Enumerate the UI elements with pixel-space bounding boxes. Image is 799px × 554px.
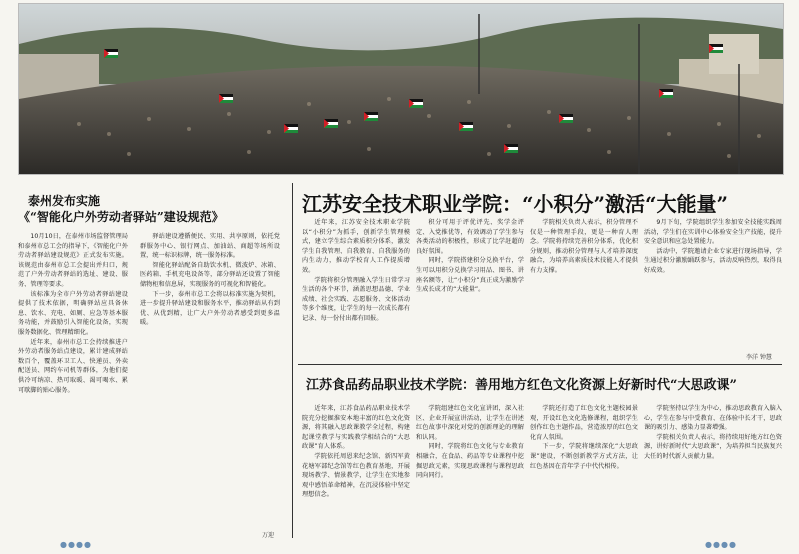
paragraph: 9月下旬，学院组织学生参加安全技能实践周活动，学生们在实训中心体验安全生产技能，提升安全意识和应急处置能力。 xyxy=(644,219,782,246)
paragraph: 10月10日，在泰州市场监督管理局和泰州市总工会的指导下，《智能化户外劳动者驿站建设规范》正式发布实施。该规范由泰州市总工会提出并归口，规范了户外劳动者驿站的选址、建设、服务、管理等要求。 xyxy=(18,233,128,288)
main-article-col-3 xyxy=(530,218,638,358)
left-article-col-2 xyxy=(140,232,280,532)
main-byline: 李洋 钟慧 xyxy=(746,354,772,361)
paragraph: 该标准为全市户外劳动者驿站建设提供了技术依据，明确驿站应具备休息、饮水、充电、如厕、应急等基本服务功能，并鼓励引入智能化设备，实现服务数据化、管理精细化。 xyxy=(18,290,128,336)
page-dots-decoration: ●●●● xyxy=(60,540,92,549)
paragraph: 积分可用于评优评先、奖学金评定、入党推优等，有效调动了学生参与各类活动的积极性，形成了比学赶超的良好氛围。 xyxy=(416,219,524,255)
left-headline-line1: 泰州发布实施 xyxy=(28,194,101,208)
section-divider xyxy=(298,364,782,365)
left-headline-line2: 《“智能化户外劳动者驿站”建设规范》 xyxy=(18,210,224,224)
lower-article-col-2 xyxy=(416,404,524,534)
main-article-col-2 xyxy=(416,218,524,358)
paragraph: 学院依托周恩来纪念馆、新四军黄花塘军部纪念馆等红色教育基地，开展现场教学、情景教学，让学生在实地参观中感悟革命精神，在沉浸体验中坚定理想信念。 xyxy=(302,452,410,499)
paragraph: 智能化驿站配备自助饮水机、微波炉、冰箱、医药箱、手机充电设备等，部分驿站还设置了智能储物柜和信息屏，实现服务的可视化和智能化。 xyxy=(140,261,280,288)
paragraph: 近年来，江苏安全技术职业学院以“小积分”为抓手，创新学生管理模式，建立学生综合素质积分体系，激发学生自我管理、自我教育、自我服务的内生动力，推动学校育人工作提质增效。 xyxy=(302,219,410,274)
paragraph: 学院还打造了红色文化主题校园景观，开设红色文化选修课程，组织学生创作红色主题作品，营造浓厚的红色文化育人氛围。 xyxy=(530,405,638,441)
paragraph: 学院组建红色文化宣讲团，深入社区、企业开展宣讲活动，让学生在讲述红色故事中深化对党的创新理论的理解和认同。 xyxy=(416,405,524,441)
column-divider xyxy=(292,183,293,538)
news-photo-crowd-with-flags xyxy=(18,3,784,175)
paragraph: 学院相关负责人表示，将持续用好地方红色资源，讲好新时代“大思政课”，为培养担当民族复兴大任的时代新人贡献力量。 xyxy=(644,433,782,460)
main-article-col-4 xyxy=(644,218,782,358)
paragraph: 驿站建设遵循便民、实用、共享原则，依托党群服务中心、银行网点、加油站、商超等场所设置，统一标识标牌，统一服务标准。 xyxy=(140,233,280,260)
main-headline: 江苏安全技术职业学院：“小积分”激活“大能量” xyxy=(302,192,729,216)
paragraph: 活动中，学院邀请企业专家进行现场指导，学生通过积分激励踊跃参与，活动反响热烈，取得良好成效。 xyxy=(644,247,782,274)
paragraph: 下一步，学院将继续深化“大思政课”建设，不断创新教学方式方法，让红色基因在青年学子中代代相传。 xyxy=(530,443,638,470)
paragraph: 学院将积分管理融入学生日常学习生活的各个环节，涵盖思想品德、学业成绩、社会实践、志愿服务、文体活动等多个维度，让学生的每一次成长都有记录、每一份付出都有回报。 xyxy=(302,276,410,322)
paragraph: 学院坚持以学生为中心，推动思政教育入脑入心，学生在参与中受教育、在体验中长才干，思政课的吸引力、感染力显著增强。 xyxy=(644,405,782,432)
paragraph: 学院相关负责人表示，积分管理不仅是一种管理手段，更是一种育人理念。学院将持续完善积分体系，优化积分规则，推动积分管理与人才培养深度融合，为培养高素质技术技能人才提供有力支撑。 xyxy=(530,219,638,274)
paragraph: 近年来，泰州市总工会持续推进户外劳动者服务站点建设，累计建成驿站数百个，覆盖环卫工人、快递员、外卖配送员、网约车司机等群体，为他们提供冷可纳凉、热可取暖、渴可喝水、累可歇脚的贴心服务。 xyxy=(18,338,128,394)
paragraph: 下一步，泰州市总工会将以标准实施为契机，进一步提升驿站建设和服务水平，推动驿站从有到优、从优到精，让广大户外劳动者感受到更多温暖。 xyxy=(140,290,280,327)
paragraph: 同时，学院搭建积分兑换平台，学生可以用积分兑换学习用品、图书、讲座名额等，让“小积分”真正成为激励学生成长成才的“大能量”。 xyxy=(416,257,524,294)
left-article-col-1 xyxy=(18,232,128,532)
paragraph: 同时，学院将红色文化与专业教育相融合，在食品、药品等专业课程中挖掘思政元素，实现思政课程与课程思政同向同行。 xyxy=(416,443,524,480)
second-headline: 江苏食品药品职业技术学院：善用地方红色文化资源上好新时代“大思政课” xyxy=(306,378,737,393)
main-article-col-1 xyxy=(302,218,410,358)
paragraph: 近年来，江苏食品药品职业技术学院充分挖掘淮安本地丰富的红色文化资源，将其融入思政课教学全过程，构建起课堂教学与实践教学相结合的“大思政课”育人体系。 xyxy=(302,405,410,451)
lower-article-col-1 xyxy=(302,404,410,534)
left-byline: 万迎 xyxy=(262,532,275,539)
lower-article-col-4 xyxy=(644,404,782,534)
page-dots-decoration: ●●●● xyxy=(705,540,737,549)
lower-article-col-3 xyxy=(530,404,638,534)
